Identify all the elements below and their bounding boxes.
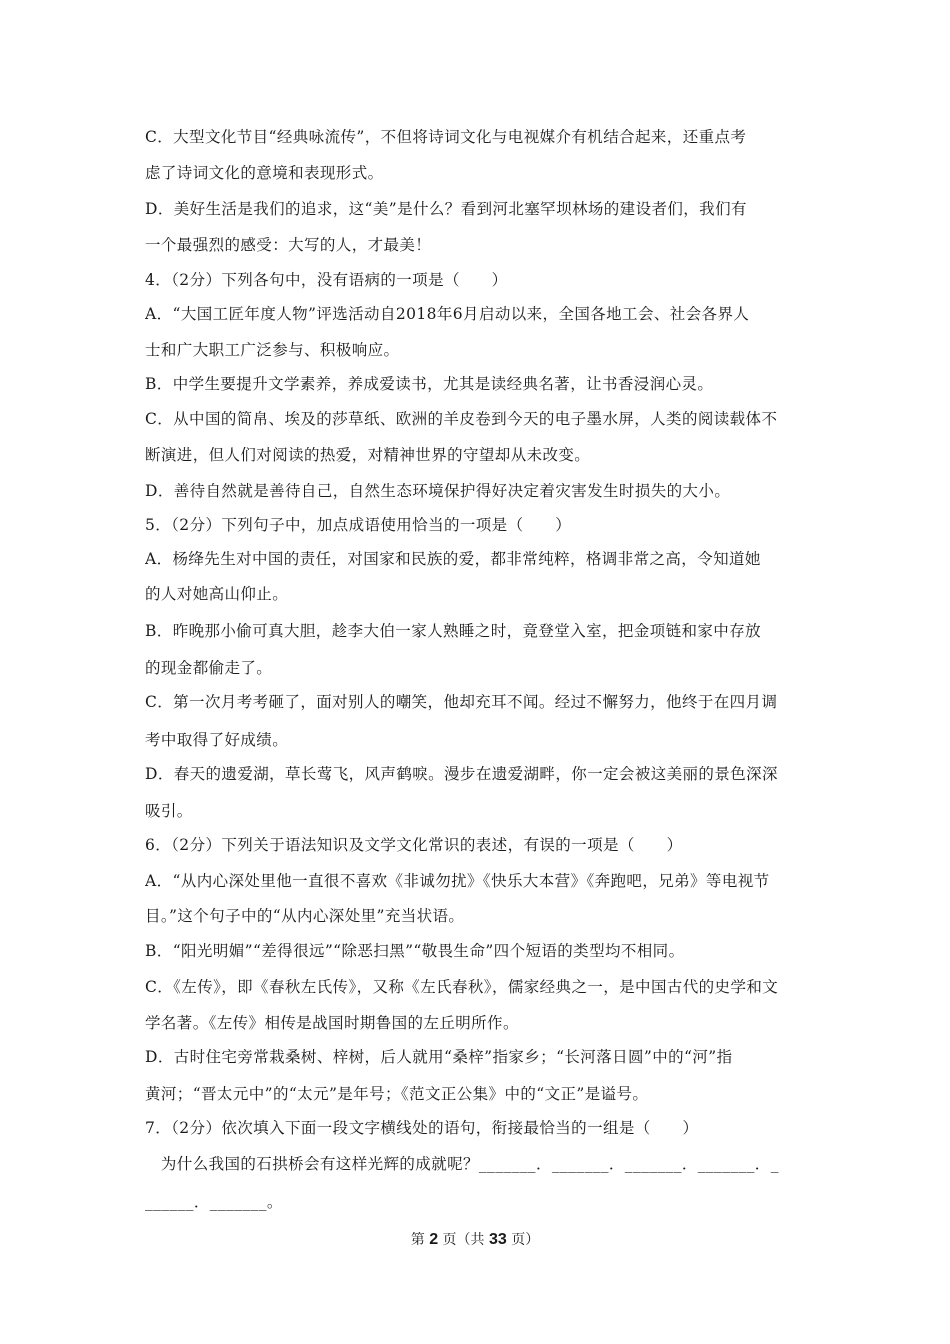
text-line: A．杨绛先生对中国的责任，对国家和民族的爱，都非常纯粹，格调非常之高，令知道她: [145, 550, 761, 568]
text-line: D．古时住宅旁常栽桑树、梓树，后人就用“桑梓”指家乡；“长河落日圆”中的“河”指: [145, 1048, 733, 1066]
text-line: B．中学生要提升文学素养，养成爱读书，尤其是读经典名著，让书香浸润心灵。: [145, 375, 714, 393]
text-line: C．第一次月考考砸了，面对别人的嘲笑，他却充耳不闻。经过不懈努力，他终于在四月调: [145, 693, 778, 711]
text-line: 目。”这个句子中的“从内心深处里”充当状语。: [145, 907, 465, 925]
text-line: 断演进，但人们对阅读的热爱，对精神世界的守望却从未改变。: [145, 446, 591, 464]
text-line: 虑了诗词文化的意境和表现形式。: [145, 164, 384, 182]
text-line: D．美好生活是我们的追求，这“美”是什么？看到河北塞罕坝林场的建设者们，我们有: [145, 200, 747, 218]
question-7-stem: 7．（2分）依次填入下面一段文字横线处的语句，衔接最恰当的一组是（ ）: [145, 1119, 699, 1137]
text-line: C．《左传》，即《春秋左氏传》，又称《左氏春秋》，儒家经典之一，是中国古代的史学和文: [145, 978, 779, 996]
text-line: 为什么我国的石拱桥会有这样光辉的成就呢？_______．_______．_______．_______．_: [145, 1155, 779, 1173]
total-page-count: 33: [489, 1231, 507, 1248]
text-line: 士和广大职工广泛参与、积极响应。: [145, 341, 400, 359]
question-5-stem: 5．（2分）下列句子中，加点成语使用恰当的一项是（ ）: [145, 516, 572, 534]
text-line: 考中取得了好成绩。: [145, 731, 289, 749]
footer-middle: 页（共: [442, 1232, 485, 1248]
text-line: D．春天的遗爱湖，草长莺飞，风声鹤唳。漫步在遗爱湖畔，你一定会被这美丽的景色深深: [145, 765, 778, 783]
text-line: 学名著。《左传》相传是战国时期鲁国的左丘明所作。: [145, 1014, 519, 1032]
text-line: C．从中国的简帛、埃及的莎草纸、欧洲的羊皮卷到今天的电子墨水屏，人类的阅读载体不: [145, 410, 778, 428]
page-footer: [0, 1229, 950, 1249]
footer-prefix: 第: [410, 1232, 425, 1248]
text-line: 一个最强烈的感受：大写的人，才最美！: [145, 236, 432, 254]
text-line: 的现金都偷走了。: [145, 659, 273, 677]
question-6-stem: 6．（2分）下列关于语法知识及文学文化常识的表述，有误的一项是（ ）: [145, 836, 683, 854]
question-4-stem: 4．（2分）下列各句中，没有语病的一项是（ ）: [145, 271, 508, 289]
text-line: 黄河；“晋太元中”的“太元”是年号；《范文正公集》中的“文正”是谥号。: [145, 1085, 649, 1103]
footer-suffix: 页）: [511, 1232, 540, 1248]
text-line: B．“阳光明媚”“差得很远”“除恶扫黑”“敬畏生命”四个短语的类型均不相同。: [145, 942, 685, 960]
text-line: 的人对她高山仰止。: [145, 585, 289, 603]
text-line: A．“从内心深处里他一直很不喜欢《非诚勿扰》《快乐大本营》《奔跑吧，兄弟》等电视节: [145, 872, 770, 890]
text-line: 吸引。: [145, 802, 193, 820]
text-line: B．昨晚那小偷可真大胆，趁李大伯一家人熟睡之时，竟登堂入室，把金项链和家中存放: [145, 622, 761, 640]
text-line: D．善待自然就是善待自己，自然生态环境保护得好决定着灾害发生时损失的大小。: [145, 482, 731, 500]
text-line: A．“大国工匠年度人物”评选活动自2018年6月启动以来，全国各地工会、社会各界人: [145, 305, 750, 323]
text-line: ______．_______。: [145, 1193, 283, 1211]
text-line: C．大型文化节目“经典咏流传”，不但将诗词文化与电视媒介有机结合起来，还重点考: [145, 128, 747, 146]
current-page-number: 2: [429, 1231, 439, 1248]
